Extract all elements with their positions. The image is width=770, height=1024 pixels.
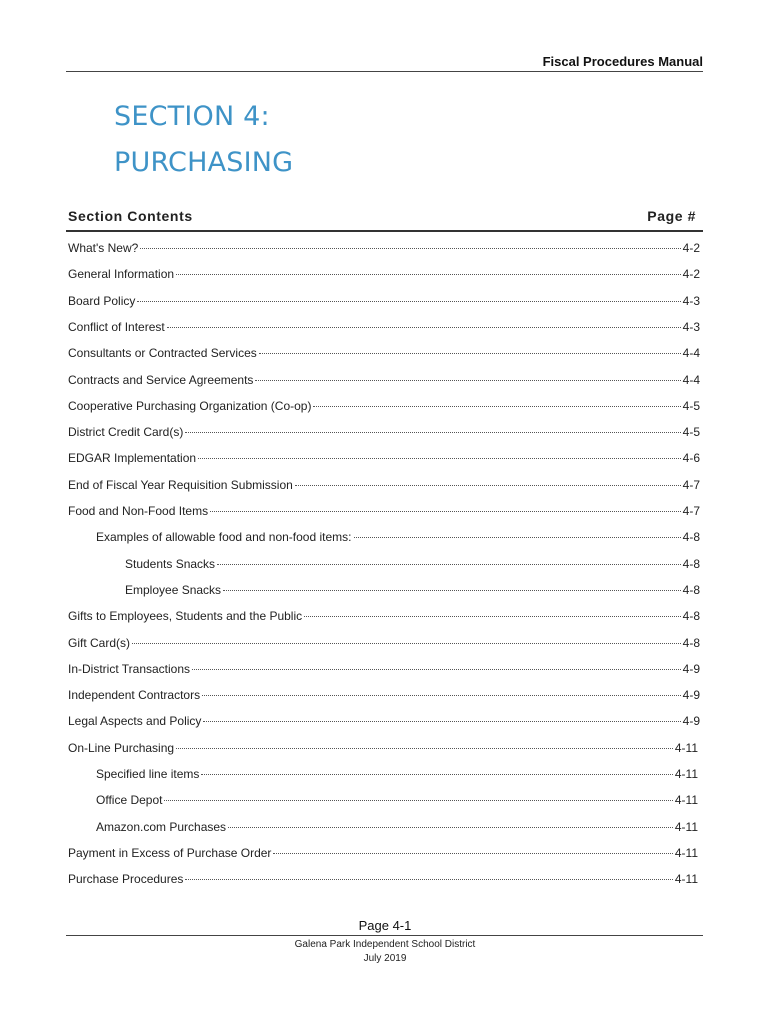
toc-entry-label: General Information	[68, 267, 175, 282]
toc-entry-label: Specified line items	[96, 767, 200, 781]
toc-dot-leader	[198, 458, 681, 459]
toc-entry-page: 4-5	[682, 425, 700, 440]
toc-entry-label: Consultants or Contracted Services	[68, 346, 257, 361]
toc-entry[interactable]	[125, 557, 700, 573]
toc-entry-label: Examples of allowable food and non-food items:	[96, 530, 352, 545]
toc-dot-leader	[217, 564, 681, 565]
toc-entry[interactable]	[125, 583, 700, 599]
toc-entry[interactable]	[68, 662, 700, 678]
toc-entry[interactable]	[68, 478, 700, 494]
toc-dot-leader	[273, 853, 672, 854]
toc-entry-page: 4-3	[682, 293, 700, 308]
toc-entry-label: On-Line Purchasing	[68, 740, 175, 755]
footer-organization: Galena Park Independent School District	[294, 939, 476, 950]
toc-entry-page: 4-3	[682, 319, 700, 334]
toc-dot-leader	[185, 432, 680, 433]
toc-divider	[66, 230, 703, 232]
toc-dot-leader	[132, 643, 681, 644]
toc-heading-contents: Section Contents	[68, 208, 193, 224]
toc-entry-page: 4-11	[674, 740, 698, 755]
toc-entry-label: Food and Non-Food Items	[68, 504, 209, 518]
toc-entry-page: 4-8	[682, 635, 700, 650]
toc-entry[interactable]	[68, 714, 700, 730]
section-number: SECTION 4:	[114, 101, 270, 132]
toc-entry[interactable]	[68, 846, 698, 862]
toc-entry[interactable]	[96, 530, 700, 546]
toc-entry-label: Gift Card(s)	[68, 635, 131, 650]
toc-entry-label: End of Fiscal Year Requisition Submission	[68, 477, 293, 492]
toc-entry-page: 4-8	[682, 530, 700, 545]
toc-entry-label: Employee Snacks	[125, 582, 222, 597]
document-header: Fiscal Procedures Manual	[542, 54, 703, 69]
toc-entry-page: 4-11	[674, 819, 698, 834]
toc-entry-page: 4-11	[674, 845, 698, 860]
toc-entry-label: Cooperative Purchasing Organization (Co-op)	[68, 398, 312, 413]
toc-entry-label: Board Policy	[68, 293, 136, 308]
header-divider	[66, 71, 703, 72]
toc-entry[interactable]	[68, 425, 700, 441]
toc-entry-label: EDGAR Implementation	[68, 451, 197, 466]
toc-dot-leader	[304, 616, 681, 617]
toc-dot-leader	[140, 248, 680, 249]
toc-entry[interactable]	[68, 451, 700, 467]
toc-dot-leader	[176, 274, 681, 275]
toc-entry[interactable]	[68, 294, 700, 310]
toc-entry-label: Contracts and Service Agreements	[68, 372, 254, 387]
toc-dot-leader	[201, 774, 672, 775]
page-number: Page 4-1	[358, 918, 412, 933]
toc-entry-page: 4-9	[682, 688, 700, 703]
toc-entry-page: 4-4	[682, 346, 700, 361]
toc-entry[interactable]	[96, 793, 698, 809]
toc-entry-label: What's New?	[68, 241, 139, 255]
toc-entry-page: 4-7	[682, 504, 700, 518]
toc-dot-leader	[167, 327, 681, 328]
toc-entry-page: 4-9	[682, 661, 700, 676]
toc-entry-page: 4-11	[674, 767, 698, 781]
toc-heading-page: Page #	[647, 208, 696, 224]
toc-entry[interactable]	[68, 241, 700, 257]
toc-entry-label: Students Snacks	[125, 556, 216, 571]
toc-entry-label: In-District Transactions	[68, 661, 191, 676]
toc-dot-leader	[228, 827, 673, 828]
toc-dot-leader	[313, 406, 680, 407]
toc-entry[interactable]	[68, 346, 700, 362]
toc-dot-leader	[192, 669, 681, 670]
toc-entry-label: Purchase Procedures	[68, 872, 184, 887]
footer-date: July 2019	[363, 953, 407, 964]
toc-entry-label: Independent Contractors	[68, 688, 201, 703]
toc-entry[interactable]	[68, 320, 700, 336]
toc-entry-page: 4-4	[682, 372, 700, 387]
toc-entry-label: Conflict of Interest	[68, 319, 165, 334]
toc-entry[interactable]	[96, 820, 698, 836]
toc-entry-page: 4-8	[682, 556, 700, 571]
toc-entry[interactable]	[68, 609, 700, 625]
toc-entry-label: Legal Aspects and Policy	[68, 714, 202, 729]
toc-dot-leader	[259, 353, 681, 354]
toc-entry-page: 4-5	[682, 398, 700, 413]
toc-entry[interactable]	[96, 767, 698, 783]
toc-dot-leader	[295, 485, 681, 486]
toc-dot-leader	[176, 748, 673, 749]
toc-entry-label: Gifts to Employees, Students and the Public	[68, 609, 303, 624]
toc-entry-page: 4-2	[682, 241, 700, 255]
toc-entry-page: 4-9	[682, 714, 700, 729]
toc-dot-leader	[137, 301, 680, 302]
toc-entry-label: Amazon.com Purchases	[96, 819, 227, 834]
toc-entry-page: 4-11	[674, 872, 698, 887]
toc-entry-label: District Credit Card(s)	[68, 425, 184, 440]
toc-entry-label: Payment in Excess of Purchase Order	[68, 845, 272, 860]
toc-entry[interactable]	[68, 872, 698, 888]
toc-dot-leader	[223, 590, 681, 591]
toc-heading	[68, 208, 696, 224]
toc-entry-page: 4-2	[682, 267, 700, 282]
toc-dot-leader	[203, 721, 680, 722]
section-title: PURCHASING	[114, 147, 294, 178]
toc-entry-page: 4-8	[682, 582, 700, 597]
toc-entry[interactable]	[68, 741, 698, 757]
toc-entry-page: 4-8	[682, 609, 700, 624]
toc-dot-leader	[202, 695, 681, 696]
toc-entry[interactable]	[68, 688, 700, 704]
toc-entry-page: 4-7	[682, 477, 700, 492]
toc-entry-label: Office Depot	[96, 793, 163, 808]
toc-dot-leader	[354, 537, 681, 538]
footer-divider	[66, 935, 703, 936]
toc-dot-leader	[255, 380, 680, 381]
toc-dot-leader	[164, 800, 672, 801]
toc-entry[interactable]	[68, 373, 700, 389]
toc-entry-page: 4-6	[682, 451, 700, 466]
toc-entry[interactable]	[68, 636, 700, 652]
toc-entry[interactable]	[68, 267, 700, 283]
toc-entry[interactable]	[68, 504, 700, 520]
toc-dot-leader	[210, 511, 681, 512]
toc-entry-page: 4-11	[674, 793, 698, 808]
toc-dot-leader	[185, 879, 672, 880]
toc-entry[interactable]	[68, 399, 700, 415]
